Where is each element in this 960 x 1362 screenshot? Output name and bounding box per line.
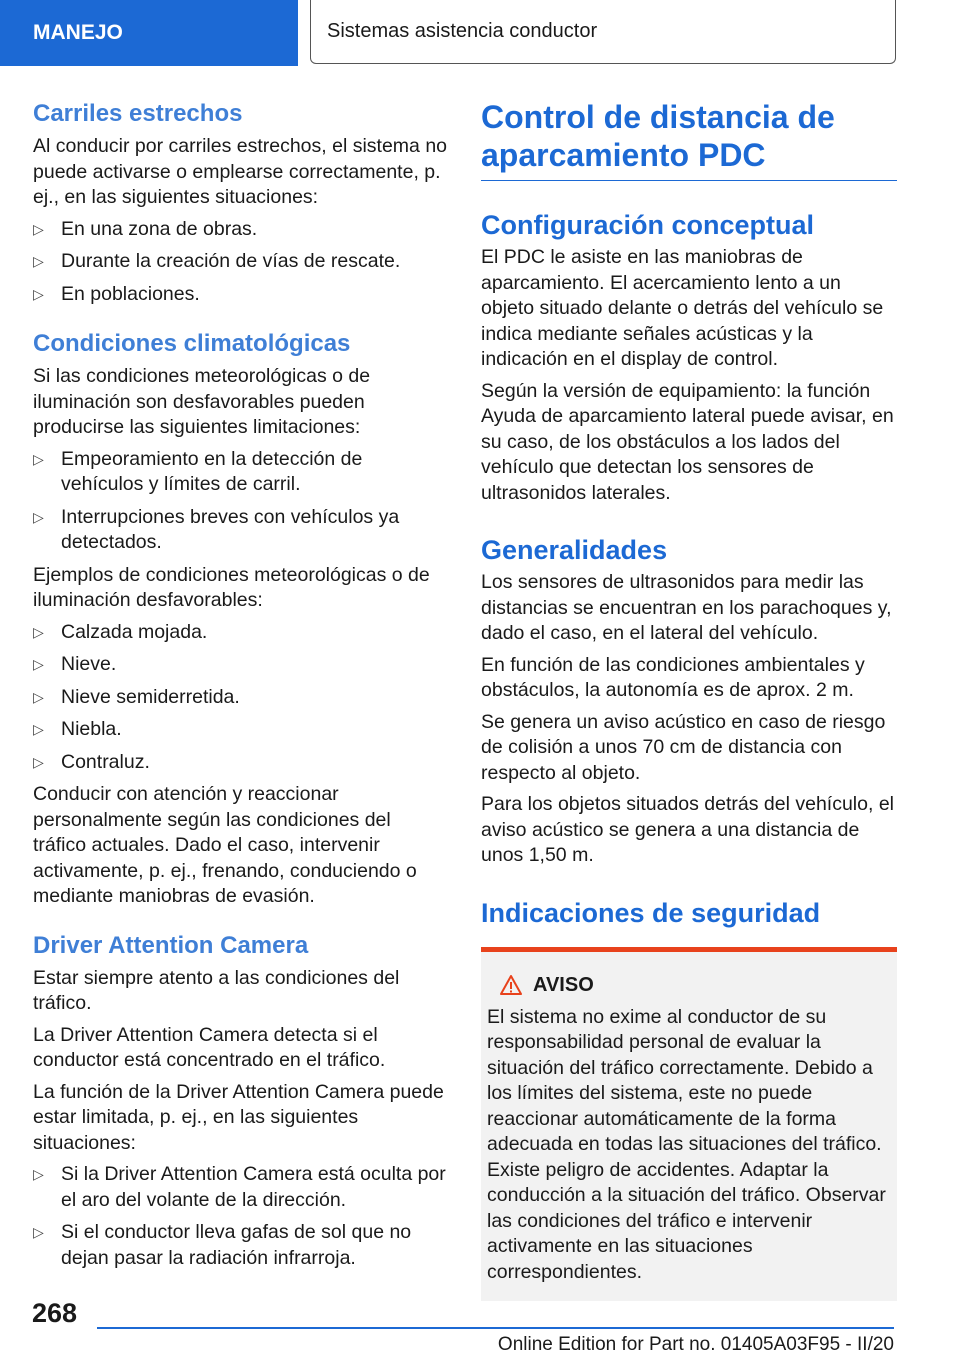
bullet-icon: ▷: [33, 1224, 44, 1240]
camera-p2: La Driver Attention Camera detecta si el conductor está concentrado en el tráfico.: [33, 1023, 386, 1071]
bullet-icon: ▷: [33, 508, 44, 525]
general-p2: En función de las condiciones ambientales y obstáculos, la autonomía es de aprox. 2 m.: [481, 653, 865, 701]
list-item: ▷ Nieve semiderretida.: [33, 685, 449, 711]
warning-box: [481, 947, 897, 1302]
list-item: ▷ Calzada mojada.: [33, 620, 449, 646]
heading-carriles: Carriles estrechos: [33, 100, 243, 127]
clima-outro: Conducir con atención y reaccionar personalmente según las condiciones del tráfico actuales. Dado el caso, intervenir activamente, p. ej., frenando, conduciendo o mediante maniobras de evasión.: [33, 783, 417, 907]
bullet-icon: ▷: [33, 220, 44, 237]
bullet-icon: ▷: [33, 623, 44, 640]
page-header: [0, 0, 960, 66]
carriles-intro: Al conducir por carriles estrechos, el sistema no puede activarse o emplearse correctamente, p. ej., en las siguientes situaciones:: [33, 135, 448, 208]
clima-examples: Ejemplos de condiciones meteorológicas o de iluminación desfavorables:: [33, 563, 430, 611]
left-column: [33, 98, 449, 1278]
heading-camera: Driver Attention Camera: [33, 931, 309, 959]
edition-text: Online Edition for Part no. 01405A03F95 - II/20: [497, 1334, 894, 1355]
warning-label: AVISO: [533, 973, 594, 996]
list-item: ▷ Interrupciones breves con vehículos ya detectados.: [33, 505, 400, 553]
bullet-icon: ▷: [33, 285, 44, 302]
general-p3: Se genera un aviso acústico en caso de riesgo de colisión a unos 70 cm de distancia con respecto al objeto.: [481, 710, 886, 784]
list-item: ▷ Niebla.: [33, 717, 449, 743]
chapter-tab: Sistemas asistencia conductor: [310, 0, 896, 64]
heading-pdc: Control de distancia de aparcamiento PDC: [481, 98, 897, 181]
bullet-icon: ▷: [33, 688, 44, 705]
list-item: ▷ Si la Driver Attention Camera está oculta por el aro del volante de la dirección.: [33, 1163, 446, 1211]
warning-text: El sistema no exime al conductor de su responsabilidad personal de evaluar la situación del tráfico correctamente. Debido a los límites del sistema, este no puede reaccionar automáticamente de la forma adecuada en todas las situaciones del tráfico. Existe peligro de accidentes. Adaptar la conducción a la situación del tráfico. Observar las condiciones del tráfico e intervenir activamente en las situaciones correspondientes.: [487, 1005, 886, 1283]
bullet-icon: ▷: [33, 721, 44, 737]
clima-list: [33, 447, 449, 556]
general-p1: Los sensores de ultrasonidos para medir las distancias se encuentran en los parachoques y, dado el caso, en el lateral del vehículo.: [481, 571, 892, 644]
camera-list: [33, 1162, 449, 1271]
list-item: ▷ Contraluz.: [33, 750, 449, 776]
bullet-icon: ▷: [33, 450, 44, 467]
right-column: [481, 98, 897, 1301]
heading-safety: Indicaciones de seguridad: [481, 897, 821, 928]
section-tab: MANEJO: [0, 0, 298, 66]
carriles-list: [33, 217, 449, 308]
clima-examples-list: [33, 620, 449, 776]
concept-p2: Según la versión de equipamiento: la función Ayuda de aparcamiento lateral puede avisar, en su caso, de los obstáculos a los lados del vehículo que detectan los sensores de ultrasonidos laterales.: [481, 379, 894, 504]
heading-general: Generalidades: [481, 535, 668, 565]
camera-p3: La función de la Driver Attention Camera puede estar limitada, p. ej., en las siguientes situaciones:: [33, 1080, 444, 1154]
bullet-icon: ▷: [33, 1166, 44, 1182]
bullet-icon: ▷: [33, 656, 44, 672]
heading-concept: Configuración conceptual: [481, 210, 815, 240]
concept-p1: El PDC le asiste en las maniobras de aparcamiento. El acercamiento lento a un objeto situado delante o detrás del vehículo se indica mediante señales acústicas y la indicación en el display de control.: [481, 246, 884, 370]
heading-clima: Condiciones climatológicas: [33, 330, 351, 357]
bullet-icon: ▷: [33, 253, 44, 269]
list-item: ▷ Si el conductor lleva gafas de sol que no dejan pasar la radiación infrarroja.: [33, 1221, 412, 1269]
list-item: ▷ En una zona de obras.: [33, 217, 449, 243]
list-item: ▷ Nieve.: [33, 652, 449, 678]
clima-intro: Si las condiciones meteorológicas o de iluminación son desfavorables pueden producirse las siguientes limitaciones:: [33, 365, 371, 438]
list-item: ▷ Empeoramiento en la detección de vehículos y límites de carril.: [33, 447, 363, 495]
footer-divider: [97, 1327, 894, 1329]
list-item: ▷ Durante la creación de vías de rescate.: [33, 249, 449, 275]
general-p4: Para los objetos situados detrás del vehículo, el aviso acústico se genera a una distancia de unos 1,50 m.: [481, 793, 894, 866]
page-number: 268: [32, 1298, 78, 1328]
warning-triangle-icon: [499, 974, 523, 996]
list-item: ▷ En poblaciones.: [33, 282, 449, 308]
camera-p1: Estar siempre atento a las condiciones del tráfico.: [33, 966, 400, 1014]
bullet-icon: ▷: [33, 753, 44, 770]
warning-header: [487, 974, 889, 997]
